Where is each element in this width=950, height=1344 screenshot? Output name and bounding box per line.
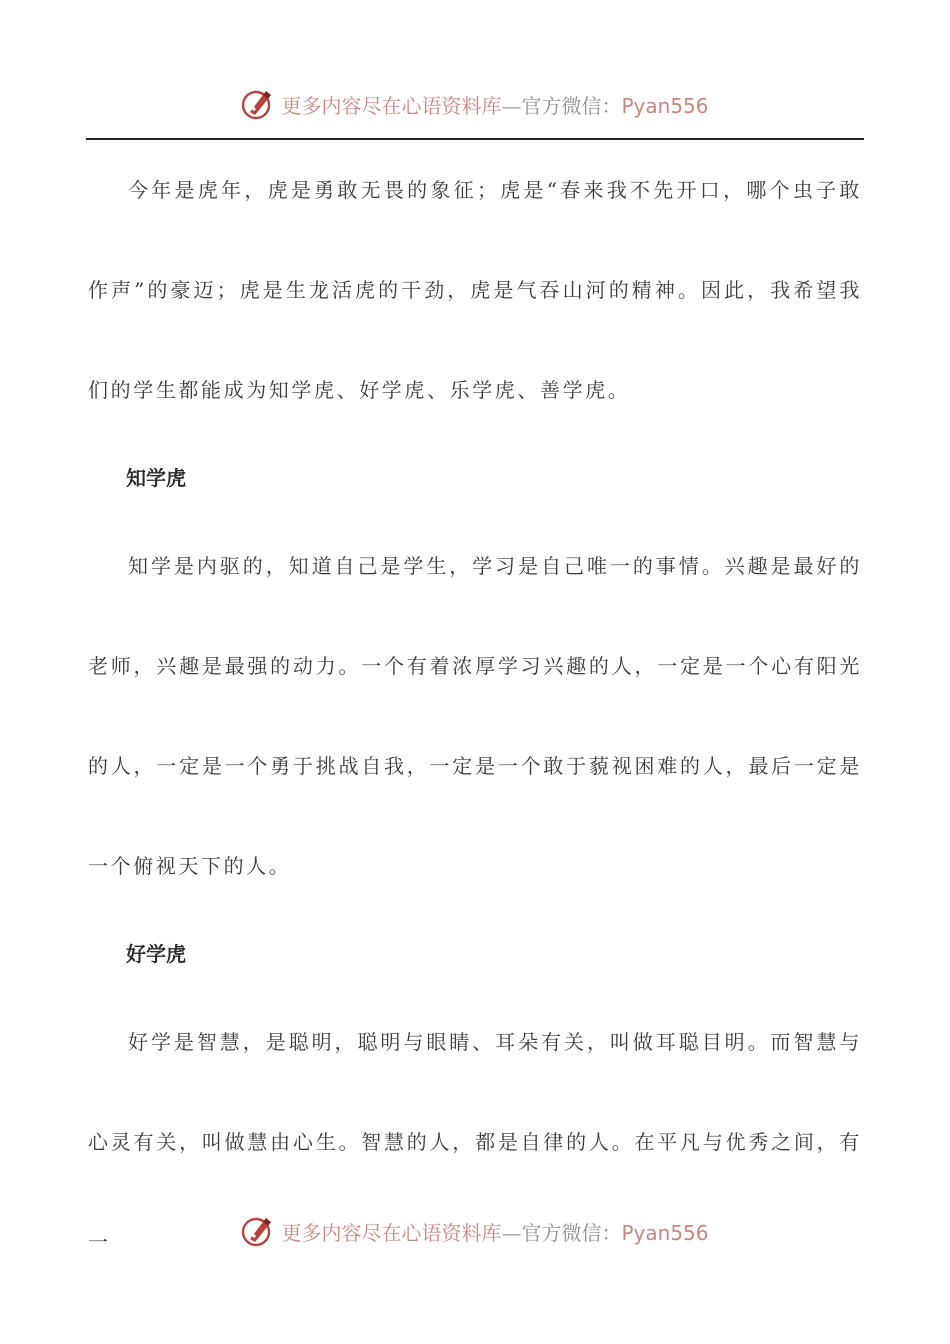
footer-wechat-label: 官方微信： (521, 1220, 622, 1245)
footer-banner (0, 1211, 950, 1251)
header-wechat-id: Pyan556 (621, 93, 709, 118)
footer-banner-text (281, 1217, 708, 1246)
footer-wechat-id: Pyan556 (621, 1220, 709, 1245)
section-paragraph-zhixuehu: 知学是内驱的，知道自己是学生，学习是自己唯一的事情。兴趣是最好的老师，兴趣是最强的动力。一个有着浓厚学习兴趣的人，一定是一个心有阳光的人，一定是一个勇于挑战自我，一定是一个敢于藐视困难的人，最后一定是一个俯视天下的人。 (88, 554, 862, 878)
header-separator: — (501, 93, 522, 118)
footer-site-text: 更多内容尽在心语资料库 (281, 1220, 502, 1245)
header-wechat-label: 官方微信： (521, 93, 622, 118)
footer-separator: — (501, 1220, 522, 1245)
pen-circle-logo-icon (241, 87, 275, 121)
header-banner (0, 84, 950, 124)
section-heading-zhixuehu: 知学虎 (126, 466, 186, 490)
intro-paragraph: 今年是虎年，虎是勇敢无畏的象征；虎是“春来我不先开口，哪个虫子敢作声”的豪迈；虎是生龙活虎的干劲，虎是气吞山河的精神。因此，我希望我们的学生都能成为知学虎、好学虎、乐学虎、善学虎。 (88, 178, 862, 402)
section-heading-haoxuehu: 好学虎 (126, 942, 186, 966)
header-site-text: 更多内容尽在心语资料库 (281, 93, 502, 118)
pen-circle-logo-icon (241, 1214, 275, 1248)
header-banner-text (281, 90, 708, 119)
document-body (88, 140, 862, 1292)
section-paragraph-haoxuehu: 好学是智慧，是聪明，聪明与眼睛、耳朵有关，叫做耳聪目明。而智慧与心灵有关，叫做慧由心生。智慧的人，都是自律的人。在平凡与优秀之间，有一 (88, 1030, 862, 1254)
